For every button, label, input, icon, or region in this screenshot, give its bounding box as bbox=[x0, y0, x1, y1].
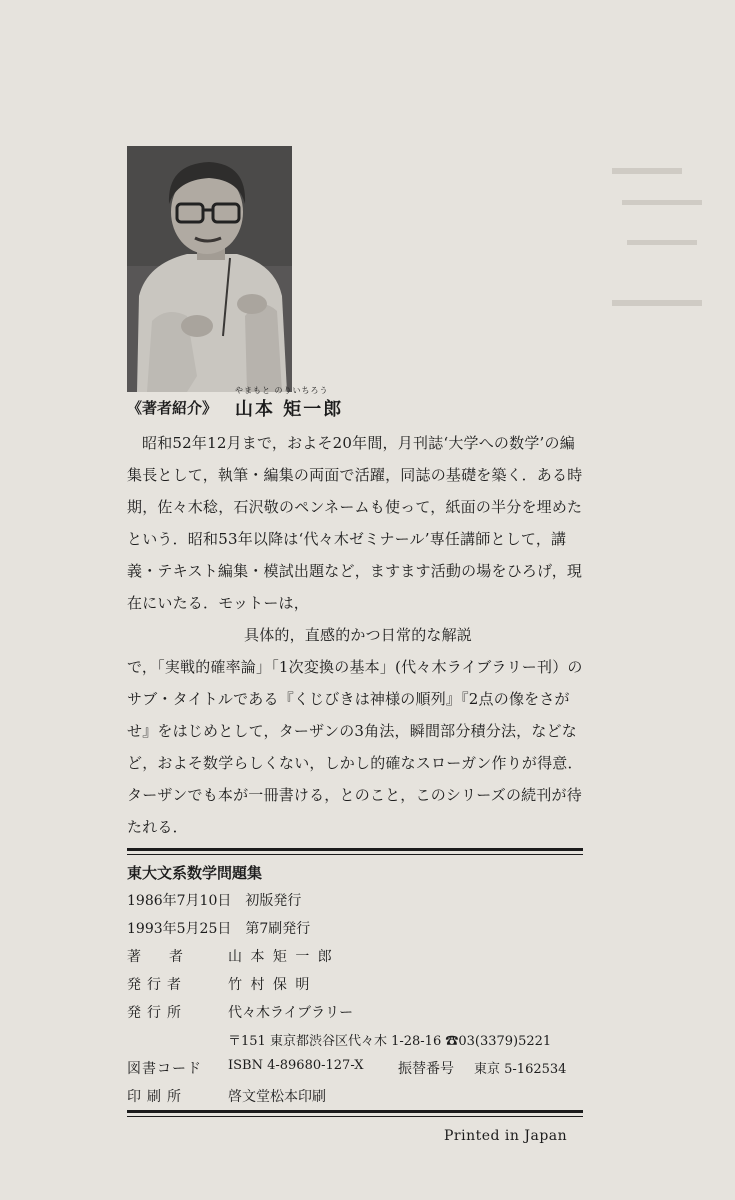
bleed-through-text bbox=[612, 160, 722, 340]
bio-motto: 具体的，直感的かつ日常的な解説 bbox=[244, 626, 473, 644]
author-value: 山 本 矩 一 郎 bbox=[228, 949, 334, 965]
bio-line: せ』をはじめとして，ターザンの3角法，瞬間部分積分法，などな bbox=[127, 722, 577, 740]
printer-value: 啓文堂松本印刷 bbox=[228, 1089, 326, 1105]
colophon-bottom-rule-thin bbox=[127, 1116, 583, 1117]
bio-line: ターザンでも本が一冊書ける，とのこと，このシリーズの続刊が待 bbox=[127, 786, 582, 804]
book-title: 東大文系数学問題集 bbox=[127, 864, 263, 882]
publisher-value: 竹 村 保 明 bbox=[228, 977, 312, 993]
bio-line: サブ・タイトルである『くじびきは神様の順列』『2点の像をさが bbox=[127, 690, 570, 708]
bio-line: 昭和52年12月まで，およそ20年間，月刊誌‘大学への数学’の編 bbox=[142, 434, 575, 452]
publishing-house-value: 代々木ライブラリー bbox=[228, 1005, 354, 1021]
printing-date: 1993年5月25日 第7刷発行 bbox=[127, 921, 311, 937]
author-photo bbox=[127, 146, 292, 392]
bio-line: という．昭和53年以降は‘代々木ゼミナール’専任講師として，講 bbox=[127, 530, 567, 548]
author-portrait-image bbox=[127, 146, 292, 392]
colophon-bottom-rule bbox=[127, 1110, 583, 1113]
printer-label: 印刷所 bbox=[127, 1089, 187, 1105]
bio-line: ど，およそ数学らしくない，しかし的確なスローガン作りが得意． bbox=[127, 754, 583, 772]
isbn-label: 図書コード bbox=[127, 1061, 202, 1077]
transfer-label: 振替番号 bbox=[398, 1061, 454, 1077]
bio-line: 集長として，執筆・編集の両面で活躍，同誌の基礎を築く．ある時 bbox=[127, 466, 583, 484]
author-label: 著 者 bbox=[127, 949, 183, 965]
colophon-top-rule bbox=[127, 848, 583, 851]
author-name: 山本 矩一郎 bbox=[235, 399, 344, 420]
colophon-top-rule-thin bbox=[127, 854, 583, 855]
printed-in-japan: Printed in Japan bbox=[444, 1128, 568, 1144]
bio-line: 義・テキスト編集・模試出題など，ますます活動の場をひろげ，現 bbox=[127, 562, 583, 580]
publishing-house-label: 発行所 bbox=[127, 1005, 187, 1021]
bio-line: 期，佐々木稔，石沢敬のペンネームも使って，紙面の半分を埋めた bbox=[127, 498, 583, 516]
transfer-value: 東京 5-162534 bbox=[474, 1062, 567, 1077]
isbn-value: ISBN 4-89680-127-X bbox=[228, 1058, 364, 1073]
bio-line: たれる． bbox=[127, 818, 188, 836]
bleed-through-marks bbox=[612, 160, 722, 340]
publisher-label: 発行者 bbox=[127, 977, 187, 993]
bio-line: 在にいたる．モットーは， bbox=[127, 594, 309, 612]
bio-line: で，「実戦的確率論」「1次変換の基本」(代々木ライブラリー刊）の bbox=[127, 658, 583, 676]
intro-label: 《著者紹介》 bbox=[127, 399, 218, 417]
first-edition-date: 1986年7月10日 初版発行 bbox=[127, 893, 302, 909]
address: 〒151 東京都渋谷区代々木 1-28-16 ☎03(3379)5221 bbox=[228, 1034, 552, 1049]
author-intro-heading bbox=[127, 386, 607, 423]
author-name-reading: やまもと のりいちろう bbox=[235, 386, 329, 395]
